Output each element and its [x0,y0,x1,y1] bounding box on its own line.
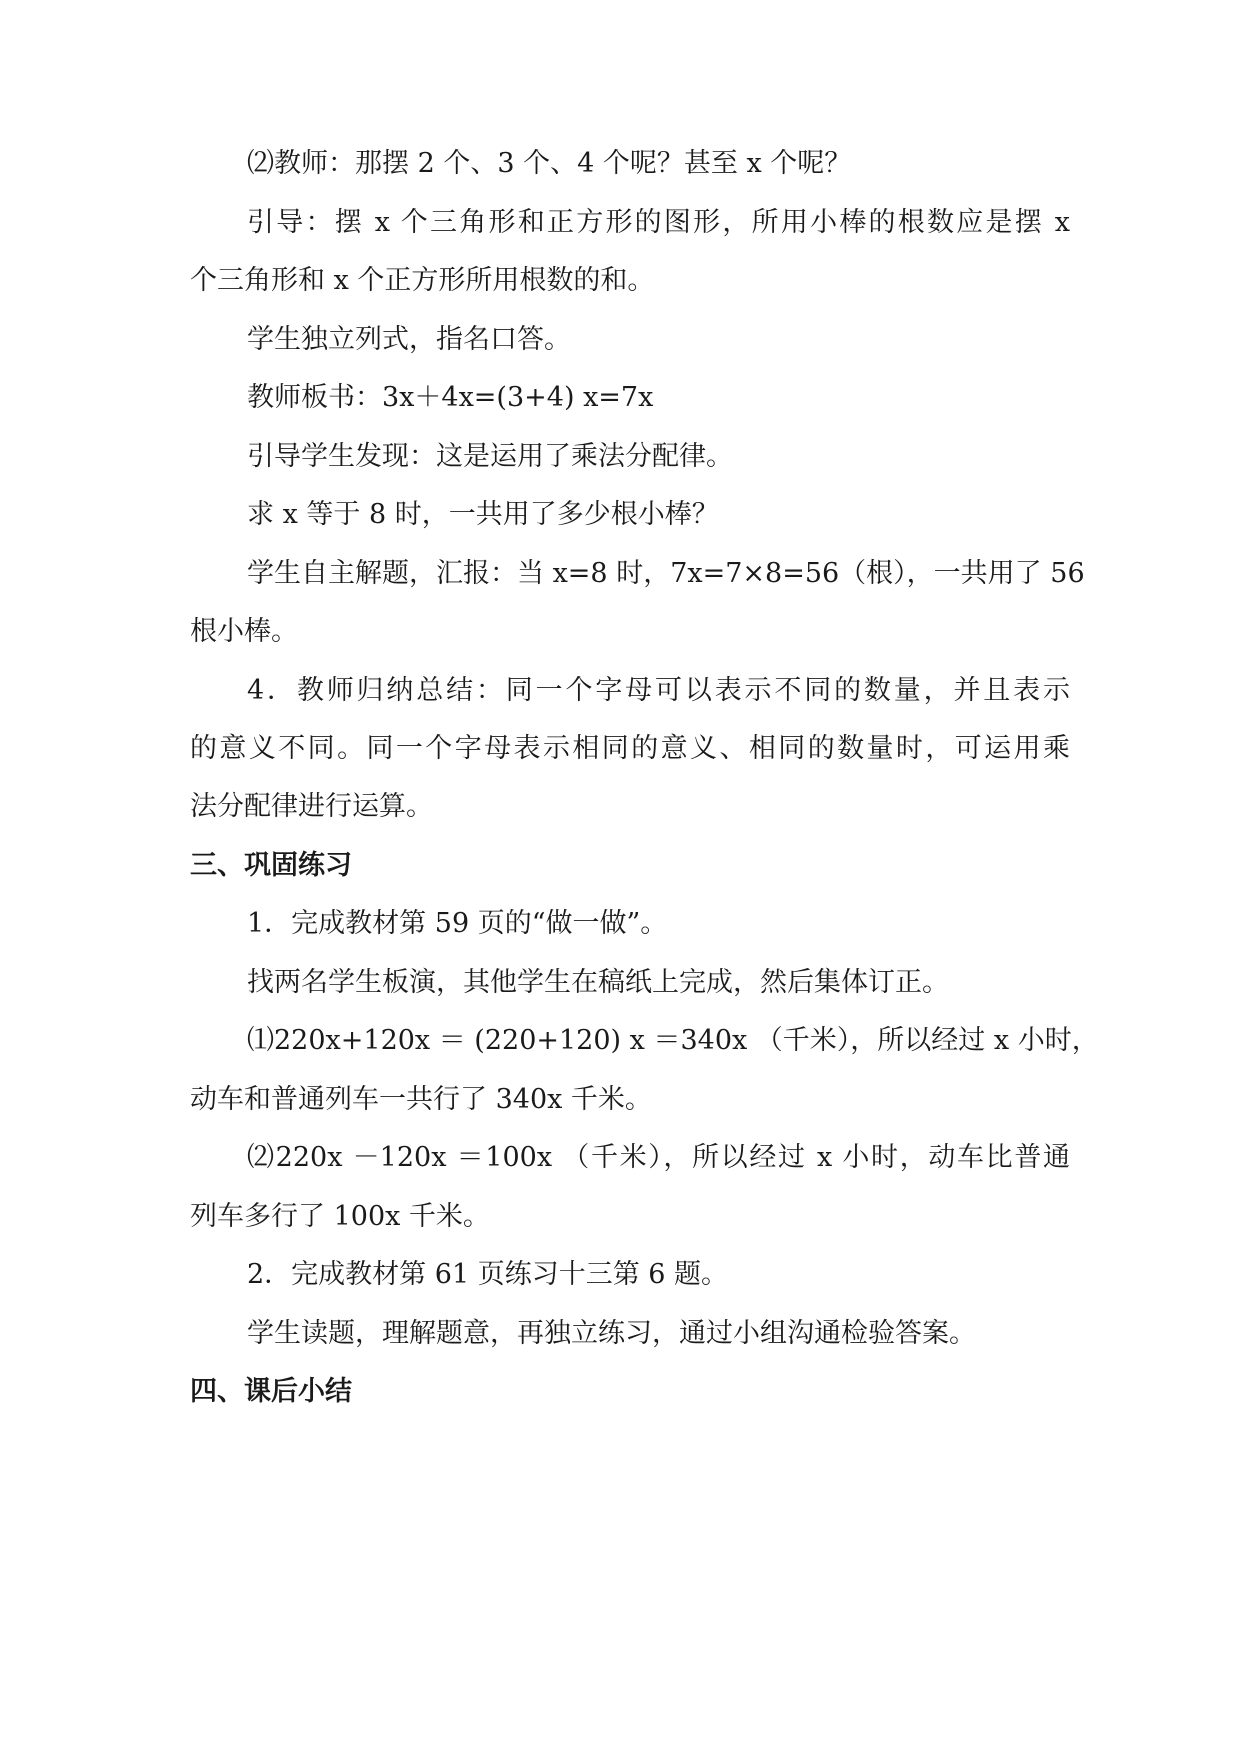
paragraph-line: ⑵220x －120x ＝100x （千米），所以经过 x 小时，动车比普通 [247,1142,1070,1173]
paragraph-line: 4．教师归纳总结：同一个字母可以表示不同的数量，并且表示 [247,675,1070,706]
section-heading: 三、巩固练习 [190,850,352,881]
section-heading: 四、课后小结 [190,1376,352,1407]
paragraph-line: 引导学生发现：这是运用了乘法分配律。 [247,441,733,472]
paragraph-line: ⑵教师：那摆 2 个、3 个、4 个呢？甚至 x 个呢？ [247,148,852,179]
paragraph-line: 找两名学生板演，其他学生在稿纸上完成，然后集体订正。 [247,967,949,998]
paragraph-line: 2．完成教材第 61 页练习十三第 6 题。 [247,1259,729,1290]
paragraph-line: 法分配律进行运算。 [190,791,433,822]
paragraph-line: ⑴220x+120x ＝ (220+120) x ＝340x （千米），所以经过 x 小时， [247,1025,1099,1056]
paragraph-line: 学生自主解题，汇报：当 x=8 时，7x=7×8=56（根），一共用了 56 [247,558,1085,589]
paragraph-line: 学生读题，理解题意，再独立练习，通过小组沟通检验答案。 [247,1318,976,1349]
paragraph-line: 教师板书：3x＋4x=(3+4) x=7x [247,382,654,413]
paragraph-line: 根小棒。 [190,616,298,647]
paragraph-line: 个三角形和 x 个正方形所用根数的和。 [190,265,655,296]
paragraph-line: 学生独立列式，指名口答。 [247,324,571,355]
paragraph-line: 1．完成教材第 59 页的“做一做”。 [247,908,668,939]
paragraph-line: 的意义不同。同一个字母表示相同的意义、相同的数量时，可运用乘 [190,733,1070,764]
paragraph-line: 引导：摆 x 个三角形和正方形的图形，所用小棒的根数应是摆 x [247,207,1070,238]
paragraph-line: 列车多行了 100x 千米。 [190,1201,490,1232]
paragraph-line: 求 x 等于 8 时，一共用了多少根小棒？ [247,499,719,530]
paragraph-line: 动车和普通列车一共行了 340x 千米。 [190,1084,652,1115]
